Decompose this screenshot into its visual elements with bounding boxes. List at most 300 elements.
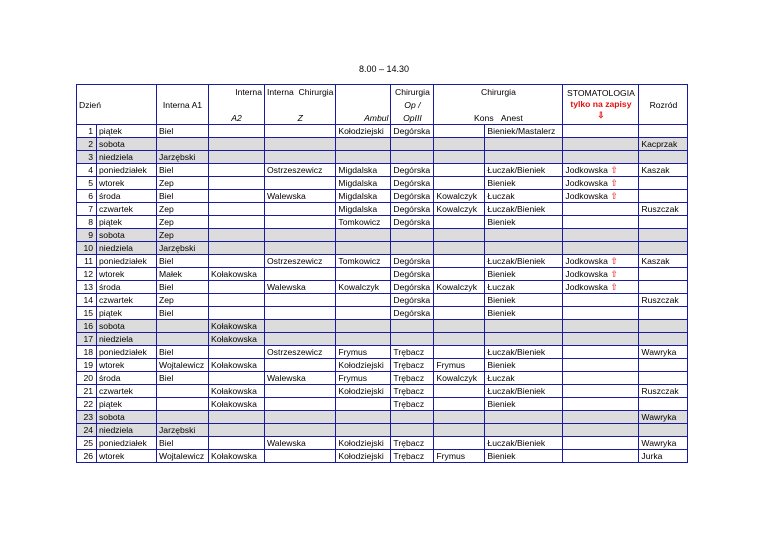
rozrod-cell: Jurka xyxy=(639,450,688,463)
interna-a2-cell xyxy=(209,372,265,385)
ambul-cell: Kołodziejski xyxy=(336,359,391,372)
interna-a2-header-top: Interna xyxy=(209,85,265,99)
table-row xyxy=(77,125,688,138)
day-name: piątek xyxy=(97,216,157,229)
row-number: 12 xyxy=(77,268,97,281)
interna-z-cell xyxy=(265,229,336,242)
ambul-cell xyxy=(336,268,391,281)
ambul-cell: Tomkowicz xyxy=(336,255,391,268)
chir-op-cell xyxy=(391,229,434,242)
interna-z-cell xyxy=(265,424,336,437)
interna-a1-cell xyxy=(157,411,209,424)
table-row xyxy=(77,294,688,307)
row-number: 24 xyxy=(77,424,97,437)
anest-cell xyxy=(485,242,563,255)
day-name: piątek xyxy=(97,398,157,411)
row-number: 10 xyxy=(77,242,97,255)
row-number: 5 xyxy=(77,177,97,190)
row-number: 23 xyxy=(77,411,97,424)
rozrod-header: Rozród xyxy=(639,85,688,125)
interna-a1-cell: Wojtalewicz xyxy=(157,359,209,372)
anest-cell: Łuczak/Bieniek xyxy=(485,346,563,359)
interna-a1-cell: Biel xyxy=(157,164,209,177)
interna-z-cell xyxy=(265,216,336,229)
kons-cell xyxy=(434,138,485,151)
chir-op-header-2: Op / xyxy=(391,98,434,111)
interna-a1-cell xyxy=(157,333,209,346)
table-row xyxy=(77,320,688,333)
row-number: 19 xyxy=(77,359,97,372)
rozrod-cell: Wawryka xyxy=(639,411,688,424)
anest-cell: Bieniek xyxy=(485,398,563,411)
interna-a1-cell: Biel xyxy=(157,346,209,359)
anest-cell: Łuczak/Bieniek xyxy=(485,437,563,450)
row-number: 15 xyxy=(77,307,97,320)
interna-z-cell xyxy=(265,177,336,190)
kons-cell xyxy=(434,385,485,398)
anest-cell xyxy=(485,411,563,424)
table-row xyxy=(77,411,688,424)
stomatologia-name: Jodkowska xyxy=(565,268,611,279)
chir-op-cell xyxy=(391,333,434,346)
interna-z-cell xyxy=(265,125,336,138)
interna-a2-cell xyxy=(209,294,265,307)
interna-z-cell xyxy=(265,333,336,346)
interna-z-header-top: Interna Chirurgia xyxy=(265,85,336,99)
stomatologia-cell xyxy=(563,125,639,138)
chir-op-cell: Trębacz xyxy=(391,398,434,411)
chir-op-cell xyxy=(391,424,434,437)
kons-cell xyxy=(434,307,485,320)
interna-z-cell xyxy=(265,320,336,333)
table-row xyxy=(77,216,688,229)
table-row xyxy=(77,190,688,203)
ambul-cell: Tomkowicz xyxy=(336,216,391,229)
rozrod-cell xyxy=(639,125,688,138)
day-name: wtorek xyxy=(97,359,157,372)
ambul-cell xyxy=(336,333,391,346)
day-name: wtorek xyxy=(97,268,157,281)
day-name: środa xyxy=(97,281,157,294)
rozrod-cell xyxy=(639,424,688,437)
interna-a2-cell xyxy=(209,307,265,320)
stomatologia-cell xyxy=(563,294,639,307)
interna-z-cell: Walewska xyxy=(265,437,336,450)
anest-cell: Bieniek xyxy=(485,268,563,281)
interna-z-cell xyxy=(265,411,336,424)
stomatologia-name: Jodkowska xyxy=(565,255,611,266)
chir-op-cell: Degórska xyxy=(391,268,434,281)
ambul-cell xyxy=(336,411,391,424)
interna-a1-cell: Małek xyxy=(157,268,209,281)
chir-op-cell xyxy=(391,151,434,164)
chir-op-cell xyxy=(391,320,434,333)
interna-a1-cell: Zep xyxy=(157,177,209,190)
interna-z-cell: Ostrzeszewicz xyxy=(265,164,336,177)
table-row xyxy=(77,242,688,255)
interna-a2-cell: Kołakowska xyxy=(209,359,265,372)
interna-a2-cell xyxy=(209,281,265,294)
stomatologia-name: Jodkowska xyxy=(565,164,611,175)
row-number: 6 xyxy=(77,190,97,203)
kons-header: Kons xyxy=(474,112,494,123)
interna-a2-cell xyxy=(209,346,265,359)
kons-cell xyxy=(434,333,485,346)
row-number: 1 xyxy=(77,125,97,138)
stomatologia-cell xyxy=(563,359,639,372)
rozrod-cell: Kaszak xyxy=(639,164,688,177)
interna-z-cell xyxy=(265,151,336,164)
day-name: niedziela xyxy=(97,151,157,164)
ambul-cell: Frymus xyxy=(336,372,391,385)
ambul-cell xyxy=(336,138,391,151)
row-number: 26 xyxy=(77,450,97,463)
anest-cell: Bieniek/Mastalerz xyxy=(485,125,563,138)
rozrod-cell: Kaszak xyxy=(639,255,688,268)
anest-cell: Bieniek xyxy=(485,450,563,463)
interna-z-cell: Ostrzeszewicz xyxy=(265,255,336,268)
table-row xyxy=(77,164,688,177)
interna-z-cell xyxy=(265,294,336,307)
interna-a2-cell xyxy=(209,437,265,450)
rozrod-cell xyxy=(639,151,688,164)
interna-a2-cell: Kołakowska xyxy=(209,385,265,398)
anest-cell xyxy=(485,424,563,437)
chir-op-header-1: Chirurgia xyxy=(391,85,434,99)
stomatologia-cell xyxy=(563,372,639,385)
interna-a2-cell: Kołakowska xyxy=(209,268,265,281)
rozrod-cell xyxy=(639,268,688,281)
kons-cell xyxy=(434,242,485,255)
table-row xyxy=(77,255,688,268)
interna-a2-cell xyxy=(209,242,265,255)
rozrod-cell: Ruszczak xyxy=(639,203,688,216)
table-row xyxy=(77,268,688,281)
interna-a2-cell: Kołakowska xyxy=(209,333,265,346)
ambul-cell: Kołodziejski xyxy=(336,450,391,463)
interna-a1-cell xyxy=(157,398,209,411)
interna-z-cell xyxy=(265,398,336,411)
anest-cell xyxy=(485,333,563,346)
kons-cell xyxy=(434,164,485,177)
anest-cell: Łuczak/Bieniek xyxy=(485,385,563,398)
page-title: 8.00 – 14.30 xyxy=(358,64,410,74)
ambul-cell: Kołodziejski xyxy=(336,125,391,138)
kons-anest-header xyxy=(434,111,563,125)
ambul-cell xyxy=(336,320,391,333)
kons-cell xyxy=(434,437,485,450)
day-name: czwartek xyxy=(97,294,157,307)
kons-cell xyxy=(434,229,485,242)
chir-op-cell: Trębacz xyxy=(391,346,434,359)
day-name: sobota xyxy=(97,229,157,242)
interna-a2-cell xyxy=(209,229,265,242)
stomatologia-cell xyxy=(563,424,639,437)
interna-z-cell xyxy=(265,203,336,216)
chir-op-cell: Trębacz xyxy=(391,450,434,463)
anest-cell: Łuczak xyxy=(485,190,563,203)
rozrod-cell xyxy=(639,190,688,203)
stomatologia-cell xyxy=(563,411,639,424)
interna-a1-cell: Zep xyxy=(157,216,209,229)
ambul-cell xyxy=(336,294,391,307)
rozrod-cell xyxy=(639,229,688,242)
rozrod-cell xyxy=(639,281,688,294)
table-row xyxy=(77,151,688,164)
chir-op-cell: Trębacz xyxy=(391,437,434,450)
row-number: 25 xyxy=(77,437,97,450)
stomatologia-cell xyxy=(563,203,639,216)
kons-cell xyxy=(434,346,485,359)
interna-a2-cell xyxy=(209,177,265,190)
stomatologia-cell xyxy=(563,333,639,346)
ambul-cell: Kowalczyk xyxy=(336,281,391,294)
interna-z-cell xyxy=(265,268,336,281)
day-name: niedziela xyxy=(97,424,157,437)
table-row xyxy=(77,333,688,346)
day-name: sobota xyxy=(97,411,157,424)
anest-cell xyxy=(485,320,563,333)
stomatologia-cell xyxy=(563,398,639,411)
up-arrow-icon: ⇧ xyxy=(610,255,618,266)
interna-a1-cell: Biel xyxy=(157,307,209,320)
interna-a1-cell: Wojtalewicz xyxy=(157,450,209,463)
day-name: środa xyxy=(97,190,157,203)
interna-a2-cell xyxy=(209,424,265,437)
kons-cell: Frymus xyxy=(434,359,485,372)
day-name: niedziela xyxy=(97,333,157,346)
interna-a2-cell: Kołakowska xyxy=(209,320,265,333)
stomatologia-cell xyxy=(563,346,639,359)
day-name: poniedziałek xyxy=(97,164,157,177)
ambul-cell xyxy=(336,398,391,411)
ambul-header: Ambul xyxy=(336,111,391,125)
day-name: sobota xyxy=(97,138,157,151)
kons-cell xyxy=(434,125,485,138)
kons-cell xyxy=(434,411,485,424)
stomatologia-cell xyxy=(563,268,639,281)
day-header: Dzień xyxy=(77,85,157,125)
rozrod-cell xyxy=(639,242,688,255)
table-row xyxy=(77,372,688,385)
stomatologia-cell xyxy=(563,437,639,450)
interna-z-cell xyxy=(265,242,336,255)
kons-cell xyxy=(434,151,485,164)
table-row xyxy=(77,203,688,216)
day-name: środa xyxy=(97,372,157,385)
table-row xyxy=(77,359,688,372)
interna-a2-cell xyxy=(209,164,265,177)
rozrod-cell xyxy=(639,177,688,190)
interna-a2-header: A2 xyxy=(209,111,265,125)
rozrod-cell xyxy=(639,320,688,333)
table-row xyxy=(77,398,688,411)
kons-cell xyxy=(434,255,485,268)
stomatologia-header: STOMATOLOGIA tylko na zapisy ⇩ xyxy=(563,85,639,125)
chir-op-cell: Degórska xyxy=(391,164,434,177)
kons-cell xyxy=(434,216,485,229)
stomatologia-cell xyxy=(563,216,639,229)
interna-a2-cell xyxy=(209,255,265,268)
ambul-cell: Frymus xyxy=(336,346,391,359)
chir-op-cell: Degórska xyxy=(391,125,434,138)
chir-op-cell: Trębacz xyxy=(391,372,434,385)
chir-op-cell: Trębacz xyxy=(391,385,434,398)
anest-cell: Łuczak/Bieniek xyxy=(485,255,563,268)
anest-cell: Bieniek xyxy=(485,177,563,190)
kons-cell xyxy=(434,424,485,437)
row-number: 18 xyxy=(77,346,97,359)
day-name: piątek xyxy=(97,307,157,320)
stomatologia-name: Jodkowska xyxy=(565,281,611,292)
row-number: 17 xyxy=(77,333,97,346)
day-name: wtorek xyxy=(97,177,157,190)
up-arrow-icon: ⇧ xyxy=(610,281,618,292)
anest-cell: Łuczak xyxy=(485,281,563,294)
ambul-cell xyxy=(336,424,391,437)
stomatologia-cell xyxy=(563,281,639,294)
kons-cell: Kowalczyk xyxy=(434,372,485,385)
row-number: 4 xyxy=(77,164,97,177)
interna-z-cell xyxy=(265,359,336,372)
rozrod-cell: Wawryka xyxy=(639,437,688,450)
table-row xyxy=(77,281,688,294)
anest-cell: Bieniek xyxy=(485,307,563,320)
interna-z-cell: Ostrzeszewicz xyxy=(265,346,336,359)
ambul-cell xyxy=(336,307,391,320)
kons-cell: Kowalczyk xyxy=(434,203,485,216)
ambul-cell: Kołodziejski xyxy=(336,385,391,398)
down-arrow-icon: ⇩ xyxy=(597,110,605,120)
row-number: 7 xyxy=(77,203,97,216)
rozrod-cell: Ruszczak xyxy=(639,294,688,307)
stomatologia-name: Jodkowska xyxy=(565,177,611,188)
schedule-table xyxy=(76,84,688,463)
row-number: 14 xyxy=(77,294,97,307)
ambul-cell: Migdalska xyxy=(336,203,391,216)
up-arrow-icon: ⇧ xyxy=(610,268,618,279)
chir-op-cell: Degórska xyxy=(391,203,434,216)
stomatologia-name: Jodkowska xyxy=(565,190,611,201)
anest-header: Anest xyxy=(500,112,523,123)
header-row-1 xyxy=(77,85,688,99)
up-arrow-icon: ⇧ xyxy=(610,164,618,175)
interna-z-cell: Walewska xyxy=(265,372,336,385)
chir-op-header-3: OpIII xyxy=(391,111,434,125)
row-number: 2 xyxy=(77,138,97,151)
day-name: poniedziałek xyxy=(97,346,157,359)
day-name: czwartek xyxy=(97,385,157,398)
chir-op-cell: Degórska xyxy=(391,281,434,294)
chir-op-cell: Degórska xyxy=(391,255,434,268)
stomatologia-cell xyxy=(563,164,639,177)
ambul-cell xyxy=(336,229,391,242)
interna-z-cell xyxy=(265,450,336,463)
ambul-cell: Migdalska xyxy=(336,190,391,203)
kons-cell: Kowalczyk xyxy=(434,281,485,294)
rozrod-cell: Ruszczak xyxy=(639,385,688,398)
chir-op-cell: Degórska xyxy=(391,307,434,320)
interna-a1-cell: Biel xyxy=(157,372,209,385)
stomatologia-cell xyxy=(563,242,639,255)
interna-a2-cell xyxy=(209,411,265,424)
anest-cell: Łuczak/Bieniek xyxy=(485,203,563,216)
table-row xyxy=(77,307,688,320)
interna-a1-cell: Jarzębski xyxy=(157,151,209,164)
ambul-cell: Kołodziejski xyxy=(336,437,391,450)
interna-a2-cell xyxy=(209,190,265,203)
day-name: poniedziałek xyxy=(97,437,157,450)
table-row xyxy=(77,346,688,359)
stomatologia-cell xyxy=(563,229,639,242)
row-number: 11 xyxy=(77,255,97,268)
interna-a1-cell: Zep xyxy=(157,203,209,216)
table-row xyxy=(77,138,688,151)
interna-a2-cell xyxy=(209,216,265,229)
interna-a1-cell: Zep xyxy=(157,229,209,242)
stomatologia-cell xyxy=(563,320,639,333)
anest-cell: Bieniek xyxy=(485,359,563,372)
kons-cell xyxy=(434,268,485,281)
chir-op-cell: Trębacz xyxy=(391,359,434,372)
kons-cell xyxy=(434,320,485,333)
row-number: 13 xyxy=(77,281,97,294)
interna-z-cell xyxy=(265,307,336,320)
row-number: 20 xyxy=(77,372,97,385)
row-number: 16 xyxy=(77,320,97,333)
row-number: 22 xyxy=(77,398,97,411)
kons-cell xyxy=(434,177,485,190)
interna-z-header: Z xyxy=(265,111,336,125)
day-name: niedziela xyxy=(97,242,157,255)
anest-cell: Bieniek xyxy=(485,294,563,307)
kons-cell: Kowalczyk xyxy=(434,190,485,203)
anest-cell: Bieniek xyxy=(485,216,563,229)
stomatologia-cell xyxy=(563,190,639,203)
rozrod-cell xyxy=(639,216,688,229)
rozrod-cell xyxy=(639,333,688,346)
interna-a1-cell xyxy=(157,320,209,333)
rozrod-cell: Wawryka xyxy=(639,346,688,359)
table-row xyxy=(77,385,688,398)
chir-op-cell: Degórska xyxy=(391,190,434,203)
interna-a2-cell xyxy=(209,203,265,216)
interna-a1-cell: Zep xyxy=(157,294,209,307)
rozrod-cell: Kacprzak xyxy=(639,138,688,151)
stomatologia-cell xyxy=(563,450,639,463)
row-number: 21 xyxy=(77,385,97,398)
ambul-cell xyxy=(336,242,391,255)
rozrod-cell xyxy=(639,372,688,385)
table-row xyxy=(77,177,688,190)
up-arrow-icon: ⇧ xyxy=(610,177,618,188)
day-name: sobota xyxy=(97,320,157,333)
stomatologia-cell xyxy=(563,151,639,164)
kons-cell: Frymus xyxy=(434,450,485,463)
interna-z-cell: Walewska xyxy=(265,190,336,203)
kons-cell xyxy=(434,398,485,411)
interna-a1-cell xyxy=(157,385,209,398)
row-number: 3 xyxy=(77,151,97,164)
chir-op-cell: Degórska xyxy=(391,216,434,229)
interna-a1-cell: Biel xyxy=(157,437,209,450)
anest-cell xyxy=(485,151,563,164)
interna-a2-cell xyxy=(209,125,265,138)
schedule-rows xyxy=(77,125,688,463)
interna-a1-cell: Biel xyxy=(157,255,209,268)
interna-a2-cell xyxy=(209,138,265,151)
chir-op-cell xyxy=(391,411,434,424)
